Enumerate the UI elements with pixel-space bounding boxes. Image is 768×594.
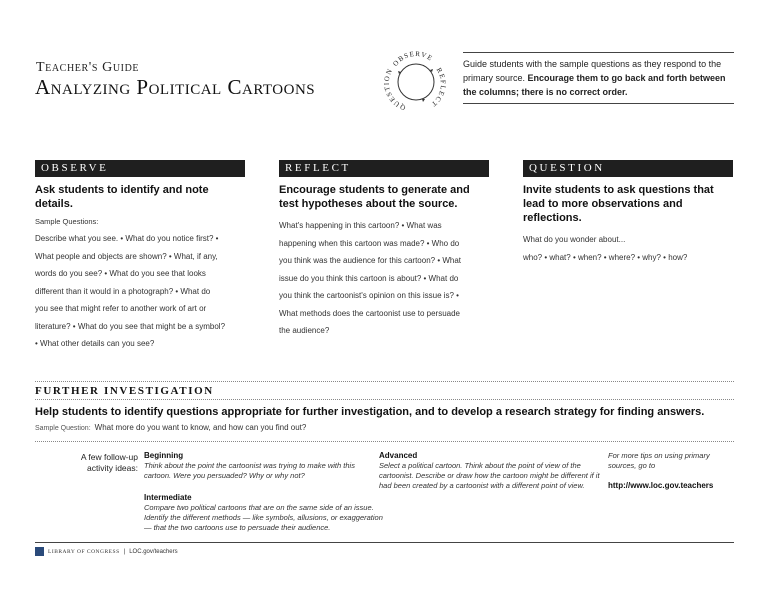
divider [35, 381, 734, 382]
reflect-line: What's happening in this cartoon? • What was [279, 221, 442, 230]
footer-org: LIBRARY OF CONGRESS [48, 548, 120, 555]
observe-line: What people and objects are shown? • What, if any, [35, 251, 218, 261]
cycle-label-question: QUESTION [382, 66, 407, 112]
reflect-questions [279, 217, 489, 340]
guide-instructions [463, 52, 734, 104]
further-investigation-title: FURTHER INVESTIGATION [35, 385, 214, 397]
divider [35, 441, 734, 442]
activity-intermediate-heading: Intermediate [144, 493, 192, 502]
observe-line: you see that might refer to another work of art or [35, 304, 207, 313]
observe-questions [35, 230, 245, 353]
activity-advanced [379, 451, 601, 491]
reflect-line: you think the cartoonist's opinion on this issue is? • [279, 291, 459, 300]
reflect-column [279, 160, 489, 340]
observe-line: literature? • What do you see that might be a symbol? [35, 321, 226, 331]
more-tips-text: For more tips on using primary sources, go to [608, 451, 710, 470]
activity-advanced-text: Select a political cartoon. Think about the point of view of the cartoonist. Describe or draw how the cartoon might be different if it had been created by a cartoonist with a different point of view. [379, 461, 600, 490]
further-sample-question [35, 423, 306, 432]
divider [35, 399, 734, 400]
reflect-heading: Encourage students to generate and test hypotheses about the source. [279, 184, 470, 210]
guide-text-bold: Encourage them to go back and forth between the columns; there is no correct order. [463, 73, 726, 97]
footer [35, 547, 178, 556]
question-line: who? • what? • when? • where? • why? • how? [523, 252, 688, 262]
question-header: QUESTION [523, 160, 733, 177]
observe-reflect-question-cycle [372, 42, 460, 118]
followup-label: A few follow-up activity ideas: [80, 452, 138, 473]
sample-question-text: What more do you want to know, and how can you find out? [94, 423, 307, 432]
teachers-link[interactable]: http://www.loc.gov.teachers [608, 481, 714, 490]
observe-heading: Ask students to identify and note details. [35, 184, 209, 210]
observe-line: different than it would in a photograph? • What do [35, 286, 211, 296]
footer-separator: | [123, 548, 126, 555]
activity-advanced-heading: Advanced [379, 451, 418, 460]
observe-line: Describe what you see. • What do you notice first? • [35, 234, 219, 243]
activity-intermediate [144, 493, 384, 533]
question-heading: Invite students to ask questions that lead to more observations and reflections. [523, 184, 714, 224]
observe-header: OBSERVE [35, 160, 245, 177]
reflect-line: issue do you think this cartoon is about? • What do [279, 273, 459, 283]
footer-url[interactable]: LOC.gov/teachers [129, 548, 178, 555]
guide-text: Guide students with the sample questions as they respond to the primary source. [463, 59, 722, 83]
page-title: Analyzing Political Cartoons [35, 75, 316, 99]
reflect-line: happening when this cartoon was made? • Who do [279, 238, 460, 248]
observe-column [35, 160, 245, 353]
reflect-line: you think was the audience for this cartoon? • What [279, 256, 462, 265]
reflect-header: REFLECT [279, 160, 489, 177]
question-line: What do you wonder about... [523, 235, 626, 244]
footer-rule [35, 542, 734, 543]
guide-kicker: Teacher's Guide [36, 60, 140, 75]
observe-line: • What other details can you see? [35, 339, 155, 348]
cycle-label-observe: OBSERVE [391, 49, 435, 68]
activity-beginning-heading: Beginning [144, 451, 184, 460]
question-prompts [523, 231, 733, 266]
observe-line: words do you see? • What do you see that looks [35, 269, 206, 278]
reflect-line: What methods does the cartoonist use to persuade [279, 308, 460, 318]
more-tips [608, 451, 734, 491]
further-investigation-heading: Help students to identify questions appropriate for further investigation, and to develop a research strategy for finding answers. [35, 406, 705, 418]
observe-sample-label: Sample Questions: [35, 217, 99, 226]
question-column [523, 160, 733, 266]
library-of-congress-logo-icon [35, 547, 44, 556]
cycle-label-reflect: REFLECT [428, 66, 448, 109]
reflect-line: the audience? [279, 326, 330, 335]
activity-beginning-text: Think about the point the cartoonist was trying to make with this cartoon. Were you persuaded? Why or why not? [144, 461, 355, 480]
sample-question-label: Sample Question: [35, 425, 91, 432]
activity-intermediate-text: Compare two political cartoons that are on the same side of an issue. Identify the different methods — like symbols, allusions, or exaggeration — that the two cartoons use to persuade their audience. [144, 503, 383, 532]
activity-beginning [144, 451, 369, 481]
